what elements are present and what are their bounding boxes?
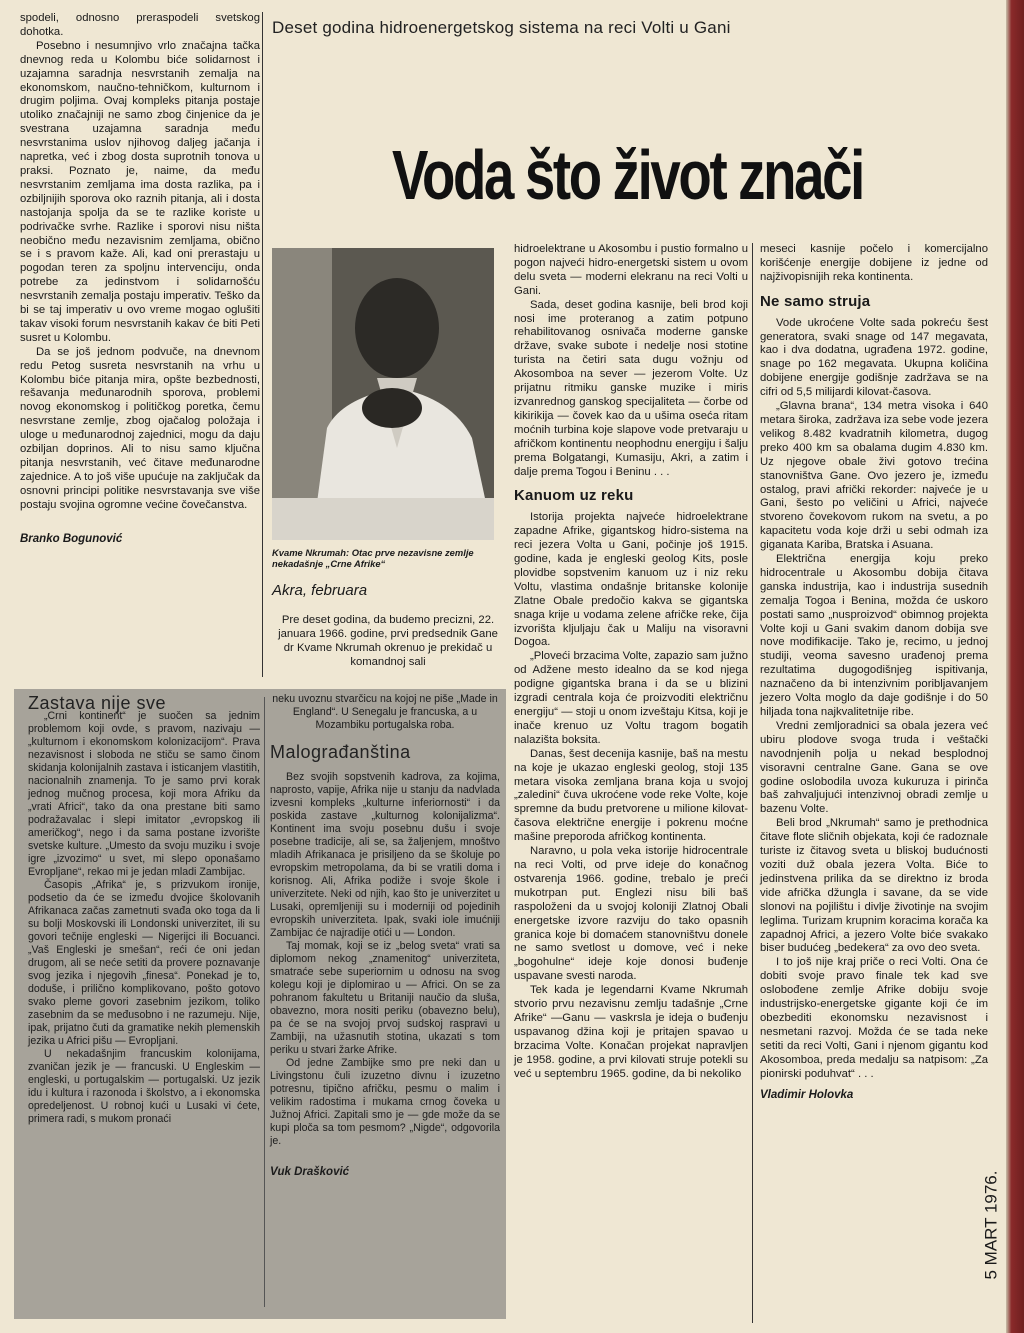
box-paragraph: Bez svojih sopstvenih kadrova, za kojima, naprosto, vapije, Afrika nije u stanju da nadvlada izvesni kompleks „kulturne inferiornosti“ i da poskida zastave „kulturnog kolonijalizma“. Kontinent ima svoju posebnu dušu i svoje posebne tradicije, ali se, sa žaljenjem, mnoštvo mladih Afrikanaca je prisiljeno da se školuje po evropskim metropolama, da bi se vratili doma i korisnog. Ali, Afrika podiže i svoje škole i univerzitete. Neki od njih, kao što je univerzitet u Lusaki, opremljeniji su i moderniji od pojedinih evropskih univerziteta. Ipak, svaki iole imućniji Zambijac će najradije otići u — London. — [270, 771, 500, 939]
dateline-text: Akra, februara — [272, 582, 368, 599]
main-article-col-2 — [514, 243, 748, 1081]
headline: Voda što život znači — [392, 136, 863, 214]
boxed-article — [14, 689, 506, 1319]
box-col-2 — [270, 693, 500, 1179]
main-article-paragraph: „Ploveći brzacima Volte, zapazio sam južno od Adžene mesto idealno da se kod njega podigne gigantska brana i da se u blizini izgradi centrala koja će proizvoditi električnu energiju“ — stoji u onom izveštaju Kitsa, koji je inače krenuo uz Voltu tragom bogatih nalazišta boksita. — [514, 650, 748, 746]
box-column-rule — [264, 697, 265, 1307]
subhead-ne-samo-struja: Ne samo struja — [760, 292, 871, 310]
box-col-1 — [28, 693, 260, 1126]
main-article-paragraph: Pre deset godina, da budemo precizni, 22. januara 1966. godine, prvi predsednik Gane dr Kvame Nkrumah okrenuo je prekidač u komandnoj sali — [278, 614, 498, 668]
main-article-col-1 — [272, 614, 504, 670]
main-article-paragraph: Vode ukroćene Volte sada pokreću šest generatora, svaki snage od 147 megavata, kao i dva dodatna, ugrađena 1972. godine, snage po 162 megavata. Ukupna količina dobijene energije godišnje zadržava se na cifri od 5,5 milijardi kilovat-časova. — [760, 316, 988, 399]
main-article-col-3 — [760, 243, 988, 1103]
column-rule — [262, 12, 263, 677]
column-rule — [752, 243, 753, 1323]
left-article-signature: Branko Bogunović — [20, 532, 123, 545]
main-article-paragraph: Beli brod „Nkrumah“ samo je prethodnica čitave flote sličnih objekata, koji će radoznale turiste iz čitavog sveta u bliskoj budućnosti voziti duž obala jezera Volta. Biće to jedinstvena prilika da se direktno iz broda vide afrička džungla i savane, da se vide slonovi na pojilištu i divlje životinje na svojim leglima. Turizam krupnim koracima korača ka zapadnoj Africi, a jezero Volte biće svakako biser budućeg „bedekera“ za ovo deo sveta. — [760, 817, 988, 955]
photo-caption: Kvame Nkrumah: Otac prve nezavisne zemlje nekadašnje „Crne Afrike“ — [272, 547, 474, 569]
main-article-paragraph: I to još nije kraj priče o reci Volti. Ona će dobiti svoje pravo finale tek kad sve oslobođene zemlje Afrike dobiju svoje industrijsko-energetske gigante koji će im obezbediti ekonomsku nezavisnost i nesmetani razvoj. Možda će se tada neke setiti da reci Volti, Gani i njenom gigantu kod Akosomboa, preda medalju sa natpisom: „Za pionirski poduhvat“ . . . — [760, 956, 988, 1080]
binding-edge — [1006, 0, 1024, 1333]
issue-date-text: 5 MART 1976. — [981, 1170, 1001, 1280]
box-title: Zastava nije sve — [28, 693, 167, 713]
portrait-illustration — [272, 248, 494, 540]
main-article-signature: Vladimir Holovka — [760, 1089, 854, 1102]
box-subhead: Malograđanština — [270, 742, 411, 762]
kicker: Deset godina hidroenergetskog sistema na reci Volti u Gani — [272, 18, 731, 37]
box-paragraph: „Crni kontinent“ je suočen sa jednim problemom koji ovde, s pravom, nazivaju — „kulturnom i ekonomskom kolonizacijom“. Prava nezavisnost i sloboda ne stiču se samo činom skidanja kolonijalnih zastava i isticanjem vlastitih, nacionalnih znamenja. To je samo prvi korak jednog mučnog procesa, koji mora Afriku da „vrati Africi“, tako da ona prestane biti samo podražavalac i slepi imitator „evropskog ili američkog“, nego i da sama postane izvorište svetske kulture. „Umesto da svoju muziku i svoje igre „izvozimo“ u svet, mi slepo oponašamo Evropljane“, rekao mi je jedan mladi Zambijac. — [28, 710, 260, 878]
left-article-paragraph: Da se još jednom podvuče, na dnevnom redu Petog susreta nesvrstanih na vrhu u Kolombu biće pitanja mira, opšte bezbednosti, rešavanja međunarodnih sporova, problemi novog ekonomskog i političkog poretka, čemu nesvrstane zemlje, zbog ojačalog položaja i uloge u međunarodnoj zajednici, mogu da daju ozbiljan doprinos. Ali to nisu samo ključna pitanja nesvrstanih, već čitave međunarodne zajednice. A to još više upućuje na zaključak da osnovni principi politike nesvrstavanja sve više postaju svojina ogromne većine čovečanstva. — [20, 345, 260, 511]
left-article-paragraph: Posebno i nesumnjivo vrlo značajna tačka dnevnog reda u Kolombu biće solidarnost i uzajamna saradnja nesvrstanih zemalja na ekonomskom, naučno-tehničkom, kulturnom i drugim poljima. Ovaj kompleks pitanja postaje utoliko značajniji ne samo zbog činjenice da je svestrana uzajamna saradnja među nesvrstanima uslov njihovog daljeg jačanja i napretka, već i zbog dosta suprotnih tonova u praksi. Poznato je, naime, da među nesvrstanim zemljama ima dosta razlika, pa i ozbiljnijih sporova oko raznih pitanja, ali i dosta nastojanja spolja da se te razlike koriste u podrivačke svrhe. Razlike i sporovi nisu ništa neobično među nezavisnim zemljama, obično se i s pravom kaže. Ali, kad oni prerastaju u pogodan teren za spoljnu intervenciju, onda potrebe za jedinstvom i solidarnošću nesvrstanih zemalja postaju imperativ. Teško da bi se taj imperativ u ovo vreme mogao oglušiti takav visoki forum nesvrstanih kakav će biti Peti susret u Kolombu. — [20, 39, 260, 344]
main-article-paragraph: Vredni zemljoradnici sa obala jezera već ubiru plodove svoga truda i veštački navodnjenih polja u nekad besplodnoj visoravni centralne Gane. Gana se ove godine oslobodila uvoza kukuruza i pirinča baš zahvaljujući intenzivnoj obradi zemlje u bazenu Volte. — [760, 719, 988, 816]
subhead-kanuom: Kanuom uz reku — [514, 487, 634, 505]
box-paragraph: neku uvoznu stvarčicu na kojoj ne piše „Made in England“. U Senegalu je francuska, a u Mozambiku portugalska roba. — [272, 693, 498, 731]
main-article-paragraph: meseci kasnije počelo i komercijalno korišćenje energije dobijene iz jedne od najživopisnijih reka kontinenta. — [760, 243, 988, 283]
box-paragraph: U nekadašnjim francuskim kolonijama, zvaničan jezik je — francuski. U Engleskim — engleski, u portugalskim — portugalski. Uz jezik idu i kultura i razonoda i školstvo, a i ekonomska opredeljenost. U robnoj kući u Lusaki vi ćete, primera radi, s mukom pronaći — [28, 1048, 260, 1125]
main-article-paragraph: „Glavna brana“, 134 metra visoka i 640 metara široka, zadržava iza sebe vode jezera velikog 8.482 kvadratnih kilometra, dugog preko 400 km sa obalama dugim 4.830 km. Uz njegove obale živi gotovo trećina stanovništva Gane. Ovo jezero je, između ostalog, pravi afrički rekorder: najveće je u Gani, šesto po veličini u Africi, najveće stvoreno čovekovom rukom na svetu, a po kapacitetu voda koje drži u sebi odmah iza giganata Kariba, Bratska i Asuana. — [760, 400, 988, 552]
box-signature: Vuk Drašković — [270, 1166, 350, 1178]
box-paragraph: Taj momak, koji se iz „belog sveta“ vrati sa diplomom nekog „znamenitog“ univerziteta, smatraće sebe superiornim u odnosu na svog kolegu koji je diplomirao u — Africi. On se za pohranom fakultetu u Britaniji naučio da sluša, obavezno, mora nositi periku (obavezno belu), pa će se na svojoj prvoj sudskoj raspravi u Zambiji, na užasnutih stotina, ukazati s tom periku u stvari žarke Afrike. — [270, 940, 500, 1056]
main-article-paragraph: hidroelektrane u Akosombu i pustio formalno u pogon najveći hidro-energetski sistem u ovom delu sveta — moderni elekranu na reci Volti u Gani. — [514, 243, 748, 297]
nkrumah-photo — [272, 248, 494, 540]
left-article — [20, 12, 260, 547]
main-article-paragraph: Tek kada je legendarni Kvame Nkrumah stvorio prvu nezavisnu zemlju tadašnje „Crne Afrike“ —Ganu — vaskrsla je ideja o buđenju uspavanog džina koji je pritajen spavao u brzacima Volte. Konačan projekat napravljen je 1958. godine, a prvi kilovati struje potekli su već u septembru 1965. godine, da bi nekoliko — [514, 984, 748, 1080]
box-paragraph: Časopis „Afrika“ je, s prizvukom ironije, podsetio da će se između dvojice školovanih Afrikanaca začas zametnuti svađa oko toga da li su bolji Moskovski ili Londonski univerzitet, ili su govori tečnije engleski — Nigerijci ili Bocuanci. „Vaš Engleski je smešan“, reći će oni jedan drugom, ali se neće setiti da provere poznavanje svog jezika i njegovih „finesa“. Ponekad je to, doduše, i prilično komplikovano, pošto gotovo svako pleme govori zasebnim jezikom, toliko zasebnim da se međusobno i ne razumeju. Nije, ipak, prijatno čuti da gramatike nekih plemenskih jezika u Africi pišu — Evropljani. — [28, 879, 260, 1047]
box-paragraph: Od jedne Zambijke smo pre neki dan u Livingstonu čuli izuzetno divnu i izuzetno potresnu, tipično afričku, pesmu o malim i velikim radostima i mukama crnog čoveka u Južnoj Africi. Zapitali smo je — gde može da se kupi ploča sa tom pesmom? „Nigde“, odgovorila je. — [270, 1057, 500, 1147]
main-article-paragraph: Danas, šest decenija kasnije, baš na mestu na koje je ukazao engleski geolog, stoji 135 metara visoka zemljana brana koja u svojoj „zaledini“ čuva ukroćene vode reke Volte, koje spremne da budu pretvorene u milione kilovat-časova električne energije i pokrenu moćne mašine preporoda afričkog kontinenta. — [514, 747, 748, 844]
main-article-paragraph: Naravno, u pola veka istorije hidrocentrale na reci Volti, od prve ideje do konačnog ostvarenja 1966. godine, trebalo je preći mukotrpan put. Englezi nisu bili baš raspoloženi da u svojoj koloniji Zlatnoj Obali energetske izvore razviju do tako opasnih granica koje bi domaćem stanovništvu donele ne samo svetlost u domove, već i neke „bogohulne“ ideje koje donosi buđenje uspavane svesti naroda. — [514, 845, 748, 983]
main-article-paragraph: Sada, deset godina kasnije, beli brod koji nosi ime proteranog a zatim potpuno rehabilitovanog osnivača moderne ganske države, svake subote i nedelje nosi stotine turista na četiri sata dugu vožnju od Akosomboa na sever — jezerom Volte. Uz prijatnu ritmiku ganske muzike i miris izvanrednog ganskog specijaliteta — čorbe od kikirikija — čovek kao da u ušima oseća ritam moćnih turbina koje slapove vode pretvaraju u afričkom kontinentu neophodnu energiju i šalju prema Bolgatangi, Kumasiju, Akri, a zatim i dalje prema Togou i Beninu . . . — [514, 298, 748, 478]
main-article-paragraph: Istorija projekta najveće hidroelektrane zapadne Afrike, gigantskog hidro-sistema na reci jezera Volta u Gani, počinje još 1915. godine, kada je engleski geolog Kits, posle plovidbe sopstvenim kanuom uz i niz reku Voltu, vlastima ondašnje britanske kolonije Zlatne Obale predočio kakva se gigantska snaga krije u vodama zelene afričke reke, čija izvorišta kljuljaju čak u Maliju na visoravni Dogoa. — [514, 511, 748, 649]
left-article-paragraph: spodeli, odnosno preraspodeli svetskog dohotka. — [20, 12, 260, 38]
main-article-paragraph: Električna energija koju preko hidrocentrale u Akosombu dobija čitava ganska industrija, kao i industrija susednih zemalja Togoa i Benina, možda će uskoro postati samo „nusproizvod“ obimnog projekta Volte koji u Gani svakim danom dobija sve nove modifikacije. Tako je, recimo, u jednoj studiji, veoma savesno urađenoj prema rezultatima dugogodišnjeg ispitivanja, naznačeno da bi intenzivnim poribljavanjem jezero Volta moglo da daje godišnje i do 50 hiljada tona najkvalitetnije ribe. — [760, 553, 988, 718]
